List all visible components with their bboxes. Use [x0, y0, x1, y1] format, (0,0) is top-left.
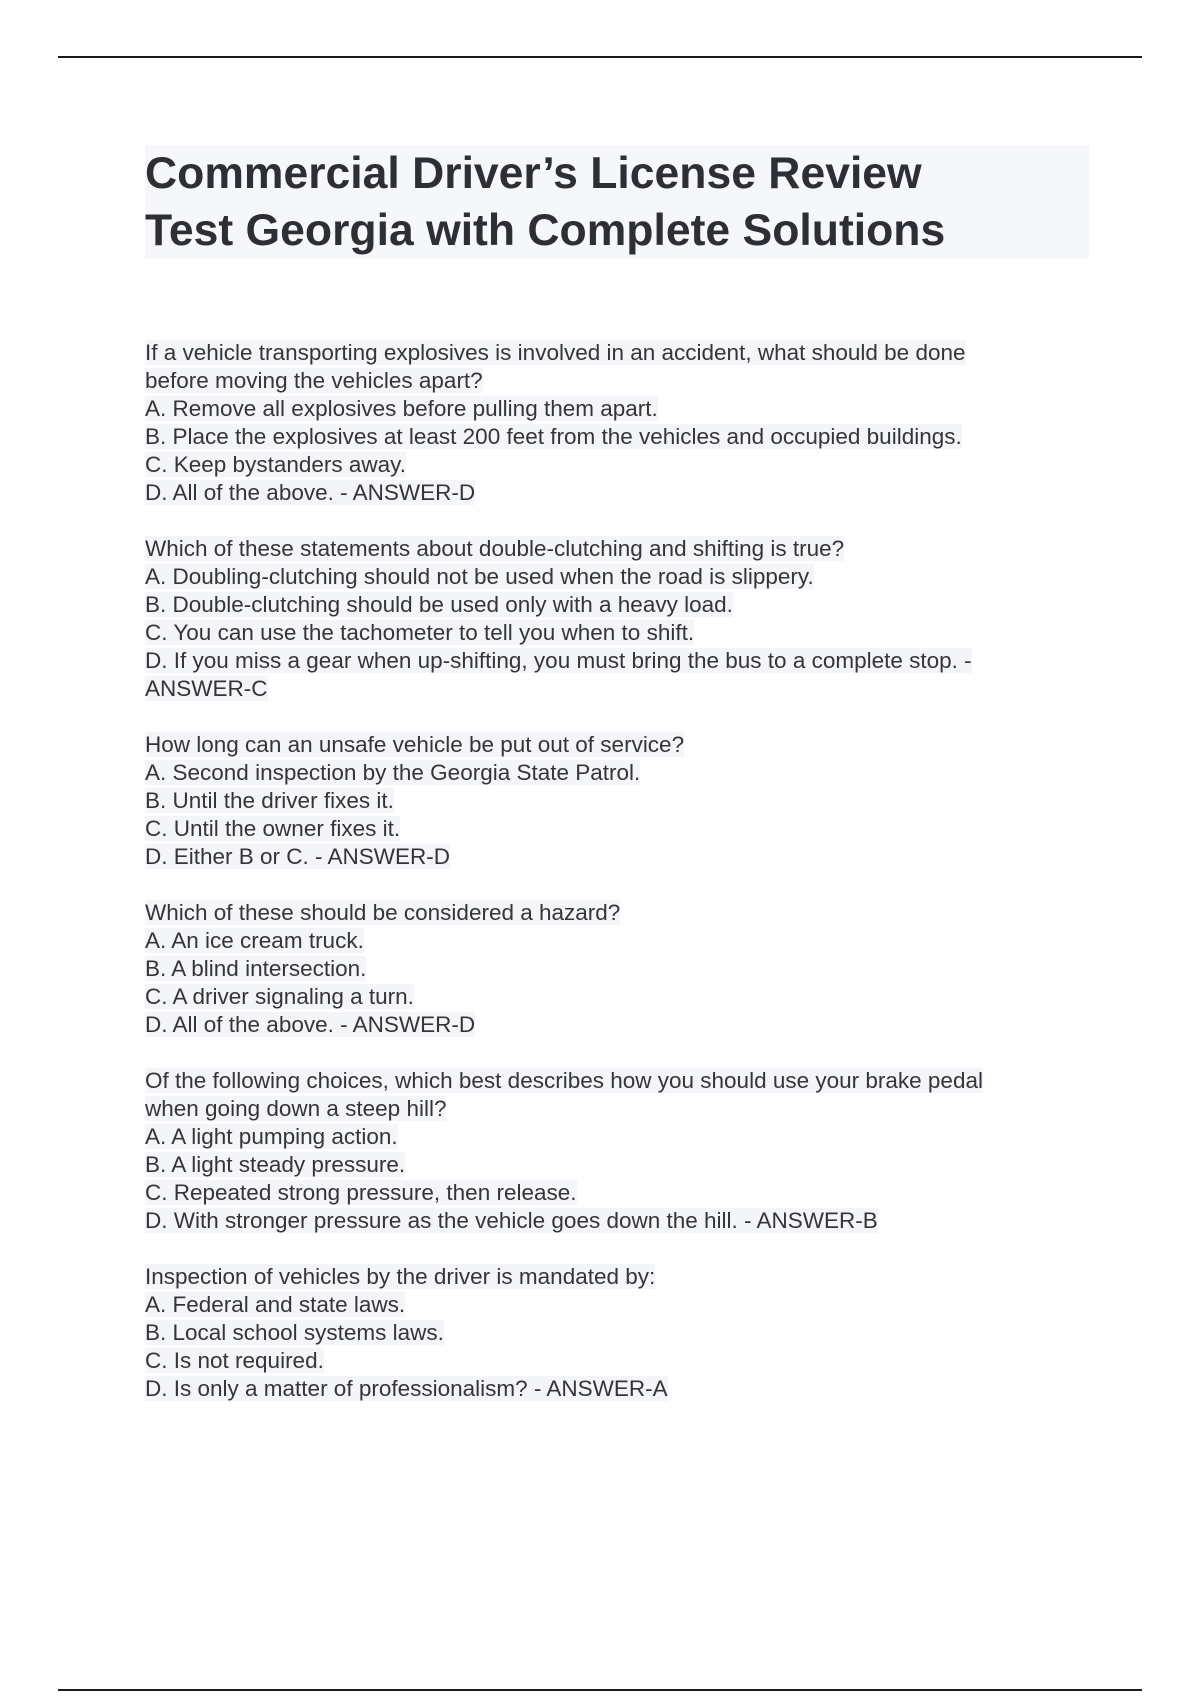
question-block-2 [145, 535, 1065, 703]
answer-option: A. Remove all explosives before pulling them apart. [145, 396, 658, 421]
answer-option: A. Doubling-clutching should not be used when the road is slippery. [145, 564, 814, 589]
question-line: How long can an unsafe vehicle be put out of service? [145, 732, 685, 757]
title-line-2: Test Georgia with Complete Solutions [145, 206, 946, 255]
question-line: before moving the vehicles apart? [145, 368, 483, 393]
answer-option: C. You can use the tachometer to tell you when to shift. [145, 620, 695, 645]
bottom-rule [58, 1689, 1142, 1691]
answer-option: B. A light steady pressure. [145, 1152, 406, 1177]
question-block-3 [145, 731, 1065, 871]
document-title [145, 145, 1089, 259]
answer-option: D. All of the above. - ANSWER-D [145, 480, 476, 505]
answer-option: C. A driver signaling a turn. [145, 984, 414, 1009]
question-list [145, 339, 1065, 1431]
question-line: If a vehicle transporting explosives is involved in an accident, what should be done [145, 340, 966, 365]
answer-option: D. Is only a matter of professionalism? - ANSWER-A [145, 1376, 668, 1401]
answer-option: C. Is not required. [145, 1348, 324, 1373]
answer-key: ANSWER-C [145, 676, 268, 701]
answer-option: B. A blind intersection. [145, 956, 367, 981]
question-block-5 [145, 1067, 1065, 1235]
answer-option: D. With stronger pressure as the vehicle goes down the hill. - ANSWER-B [145, 1208, 878, 1233]
answer-option: A. Federal and state laws. [145, 1292, 406, 1317]
answer-option: D. If you miss a gear when up-shifting, you must bring the bus to a complete stop. - [145, 648, 972, 673]
answer-option: D. Either B or C. - ANSWER-D [145, 844, 451, 869]
answer-option: B. Double-clutching should be used only with a heavy load. [145, 592, 733, 617]
question-line: Which of these statements about double-clutching and shifting is true? [145, 536, 845, 561]
question-line: Which of these should be considered a hazard? [145, 900, 621, 925]
question-block-6 [145, 1263, 1065, 1403]
answer-option: B. Until the driver fixes it. [145, 788, 394, 813]
answer-option: A. A light pumping action. [145, 1124, 398, 1149]
answer-option: B. Place the explosives at least 200 feet from the vehicles and occupied buildings. [145, 424, 962, 449]
top-rule [58, 56, 1142, 58]
answer-option: D. All of the above. - ANSWER-D [145, 1012, 476, 1037]
answer-option: C. Until the owner fixes it. [145, 816, 401, 841]
title-line-1: Commercial Driver’s License Review [145, 149, 922, 198]
answer-option: A. Second inspection by the Georgia State Patrol. [145, 760, 641, 785]
answer-option: B. Local school systems laws. [145, 1320, 444, 1345]
answer-option: C. Keep bystanders away. [145, 452, 406, 477]
question-block-4 [145, 899, 1065, 1039]
question-line: Inspection of vehicles by the driver is mandated by: [145, 1264, 656, 1289]
answer-option: C. Repeated strong pressure, then release. [145, 1180, 577, 1205]
answer-option: A. An ice cream truck. [145, 928, 364, 953]
question-block-1 [145, 339, 1065, 507]
question-line: Of the following choices, which best describes how you should use your brake pedal [145, 1068, 983, 1093]
question-line: when going down a steep hill? [145, 1096, 447, 1121]
